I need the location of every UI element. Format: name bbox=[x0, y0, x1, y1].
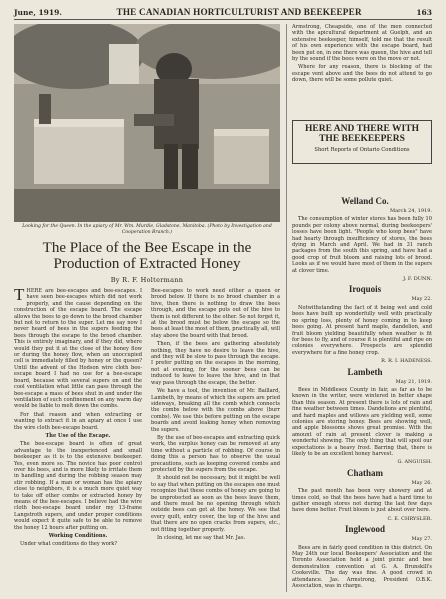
report-iroquois bbox=[292, 284, 432, 364]
report-date: May 26. bbox=[411, 479, 432, 486]
article-paragraph: By the use of bee-escapes and extracting quick work, the surplus honey can be removed at any time without a particle of robbing. Of course in doing this a person has to observe the usual precautions, such as keeping covered combs and protected by the supers from the escape. bbox=[151, 434, 280, 473]
section-heading-box bbox=[292, 120, 432, 164]
article-paragraph: Armstrong, Cheapside, one of the men connected with the apicultural department at Guelph, and an extensive beekeeper, himself, told me that the result of his own experience with the escape board, had been put on, in one there was queen, the hive and tell by the sound if the bees were on the move or not. bbox=[292, 24, 432, 63]
header-date: June, 1919. bbox=[14, 7, 62, 17]
column-divider bbox=[286, 24, 287, 592]
report-text: Bees are in fairly good condition in this district. On May 24th our local Beekeepers' Association and the Toronto Association held a joint picnic and bee demonstration convention at G. A. Brunskill's Cookeville. The day was fine. A good crowd in attendance. Jas. Armstrong, President O.B.K. Association, was in charge. bbox=[292, 544, 432, 590]
header-title: THE CANADIAN HORTICULTURIST AND BEEKEEPER bbox=[116, 7, 362, 17]
article-paragraph: The bee-escape board is often of great advantage to the inexperienced and small beekeeper as it is to the extensive beekeeper. Yes, even more so. The novice has poor control over his bees, and is more likely to irritate them in handling and during the robbing season may stir robbing. If a man or woman has the apiary close to neighbors, it is a much more quiet way to take off other combs or extracted honey by means of the bee-escapes. I believe had the wire cloth bee-escape board under my 13-frame Langstroth supers, and under proper conditions would expect it quite safe to be able to remove the honey 12 hours after putting on. bbox=[14, 441, 142, 531]
report-inglewood bbox=[292, 524, 432, 589]
photo-caption: Looking for the Queen. In the apiary of Mr. Wm. Murdie, Gladstone, Manitoba. (Photo by Investigation and Cooperation Branch.) bbox=[22, 224, 272, 235]
column-3-continued-text bbox=[292, 24, 432, 86]
report-signature: G. ANGUISH. bbox=[397, 459, 432, 466]
article-paragraph: Bee-escapes to work need either a queen or brood below. If there is no brood chamber in a hive, then there is nothing to draw the bees through, and the escape puts out of the hive to them is not different to the other. So not forget it, at the brood must be below the escape so the bees at least the most of them, practically all, will stay above the board with that brood. bbox=[151, 288, 280, 339]
report-place: Lambeth bbox=[347, 366, 383, 377]
report-signature: C. E. CHRYSLER. bbox=[387, 515, 432, 522]
article-paragraph: For that reason and when extracting or wanting to extract it in an apiary at once I use the wire cloth bee-escape board. bbox=[14, 411, 142, 431]
header-page-number: 163 bbox=[416, 7, 432, 17]
drop-cap: T bbox=[14, 285, 25, 304]
article-subheading: Working Conditions. bbox=[48, 533, 108, 540]
report-date: May 27. bbox=[411, 536, 432, 543]
header-rule bbox=[14, 19, 432, 20]
report-chatham bbox=[292, 468, 432, 522]
report-text: Bees in Middlesex County in fair, as far as to be known in the writer, were wintered in better shape than this season. At present there is lots of rain and fine weather between times. Dandelions are plentiful, and hard maples and willows are yielding well, some colonies are storing honey. Bees are showing well, and apple blossoms shows great promise. With the amount of rain at present clover is making a wonderful showing. The only thing that will spoil our expectations is a heavy frost. Barring that, there is likely to be an excellent honey harvest. bbox=[292, 386, 432, 457]
report-lambeth bbox=[292, 367, 432, 466]
report-date: May 21, 1919. bbox=[395, 378, 432, 385]
article-paragraph: Where for any reason, there is blocking of the escape vent above and the bees do not attend to go down, there will be some pollute quiet. bbox=[292, 64, 432, 84]
report-place: Iroquois bbox=[348, 284, 382, 295]
apiary-photo bbox=[14, 24, 280, 222]
report-date: May 22. bbox=[411, 296, 432, 303]
article-byline: By R. F. Holtermann bbox=[110, 276, 184, 284]
article-paragraph: In closing, let me say that Mr. Jas. bbox=[157, 535, 246, 542]
report-signature: R. R. I. HADENESS. bbox=[381, 358, 432, 365]
section-heading-line-1: HERE AND THERE WITH bbox=[305, 124, 419, 134]
report-welland bbox=[292, 196, 432, 282]
section-subheading: Short Reports of Ontario Conditions bbox=[314, 147, 410, 153]
article-column-2 bbox=[151, 288, 280, 543]
section-heading-line-2: THE BEEKEEPERS bbox=[319, 134, 405, 144]
report-date: March 24, 1919. bbox=[390, 208, 432, 214]
report-text: Notwithstanding the fact of it being wet and cold bees have built up wonderfully well with practically no spring loss, plenty of honey coming in to keep bees going. At present hard maple, dandelion, and fruit bloom yielding beautifully when weather is fit for bees to fly, and of course it is plentiful and ripe on colonies everywhere. Prospects are splendid everywhere for a fine honey crop. bbox=[292, 304, 432, 356]
article-paragraph: THERE are bee-escapes and bee-escapes. I have seen bee-escapes which did not work properly, and the cause depending on the construction of the escape board. The escape allows the bees to go down to the brood chamber but not to return to the super. Let me say now I never heard of bees in the supers feeding the bees through the escape to the brood chamber. This is entirely imaginary, and if they did, where would they put it at the close of the honey flow or during the honey flow, when an unoccupied cell is immediately filled by honey or the queen? Until the advent of the Hodson wire cloth bee-escape board I had no use for a bee-escape board, because with several supers on and the cool ventilation what little can pass through the bee-escape a mass of bees shut in and under the ventilation of such confinement on any warm day would be liable to melt down the combs. bbox=[14, 285, 142, 410]
report-text: The consumption of winter stores has been fully 10 pounds per colony above normal, during beekeepers' losses have been light. "People who keep bees" have had hearty through insufficiency of stores, the bees dying in March and April. We had in 31 ranch packages from the south this spring, and have had a good crop of fruit bloom and raising lots of brood. Looks as if we would have most of them in the supers at clover time. bbox=[292, 216, 432, 274]
article-column-1 bbox=[14, 285, 142, 550]
report-signature: J. F. DUNN. bbox=[403, 276, 432, 283]
report-place: Welland Co. bbox=[341, 196, 389, 206]
report-text: The past month has been very showery and at times cold, so that the bees have had a hard time to gather enough stores not during the last few days have done better. Fruit bloom is just about over here. bbox=[292, 488, 432, 514]
article-paragraph: Then, if the bees are gathering absolutely nothing, they have no desire to leave the hive, and they will be slow to pass through the escape. I prefer putting on the escapes in the morning, not at evening, for the sooner bees can be induced to leave to leave the hive, and in that way pass through the escape, the better. bbox=[151, 341, 280, 386]
article-title: The Place of the Bee Escape in the Production of Extracted Honey bbox=[42, 240, 252, 272]
article-paragraph: It should not be necessary, but it might be well to say that when putting on the escapes one must recognize that these combs of honey are going to be unprotected as soon as the bees leave them, and there must be no opening through which outside bees can get at the honey. We see that every quilt, entry cover, the top of the hive and that there are no open cracks from supers, etc., not fitting together properly. bbox=[151, 475, 280, 533]
running-header bbox=[14, 6, 432, 18]
report-place: Chatham bbox=[346, 467, 383, 478]
article-subheading: The Use of the Escape. bbox=[45, 432, 111, 439]
article-paragraph: Under what conditions do they work? bbox=[20, 541, 118, 548]
reports-column bbox=[292, 196, 432, 592]
report-place: Inglewood bbox=[344, 524, 385, 535]
article-paragraph: We have a tool, the invention of Mr. Baillard, Lambeth, by means of which the supers are pried sideways, breaking all the comb which connects the combs below with the combs above (burr combs). We use this before putting on the escape boards and avoid leaking honey when removing the supers. bbox=[151, 388, 280, 433]
